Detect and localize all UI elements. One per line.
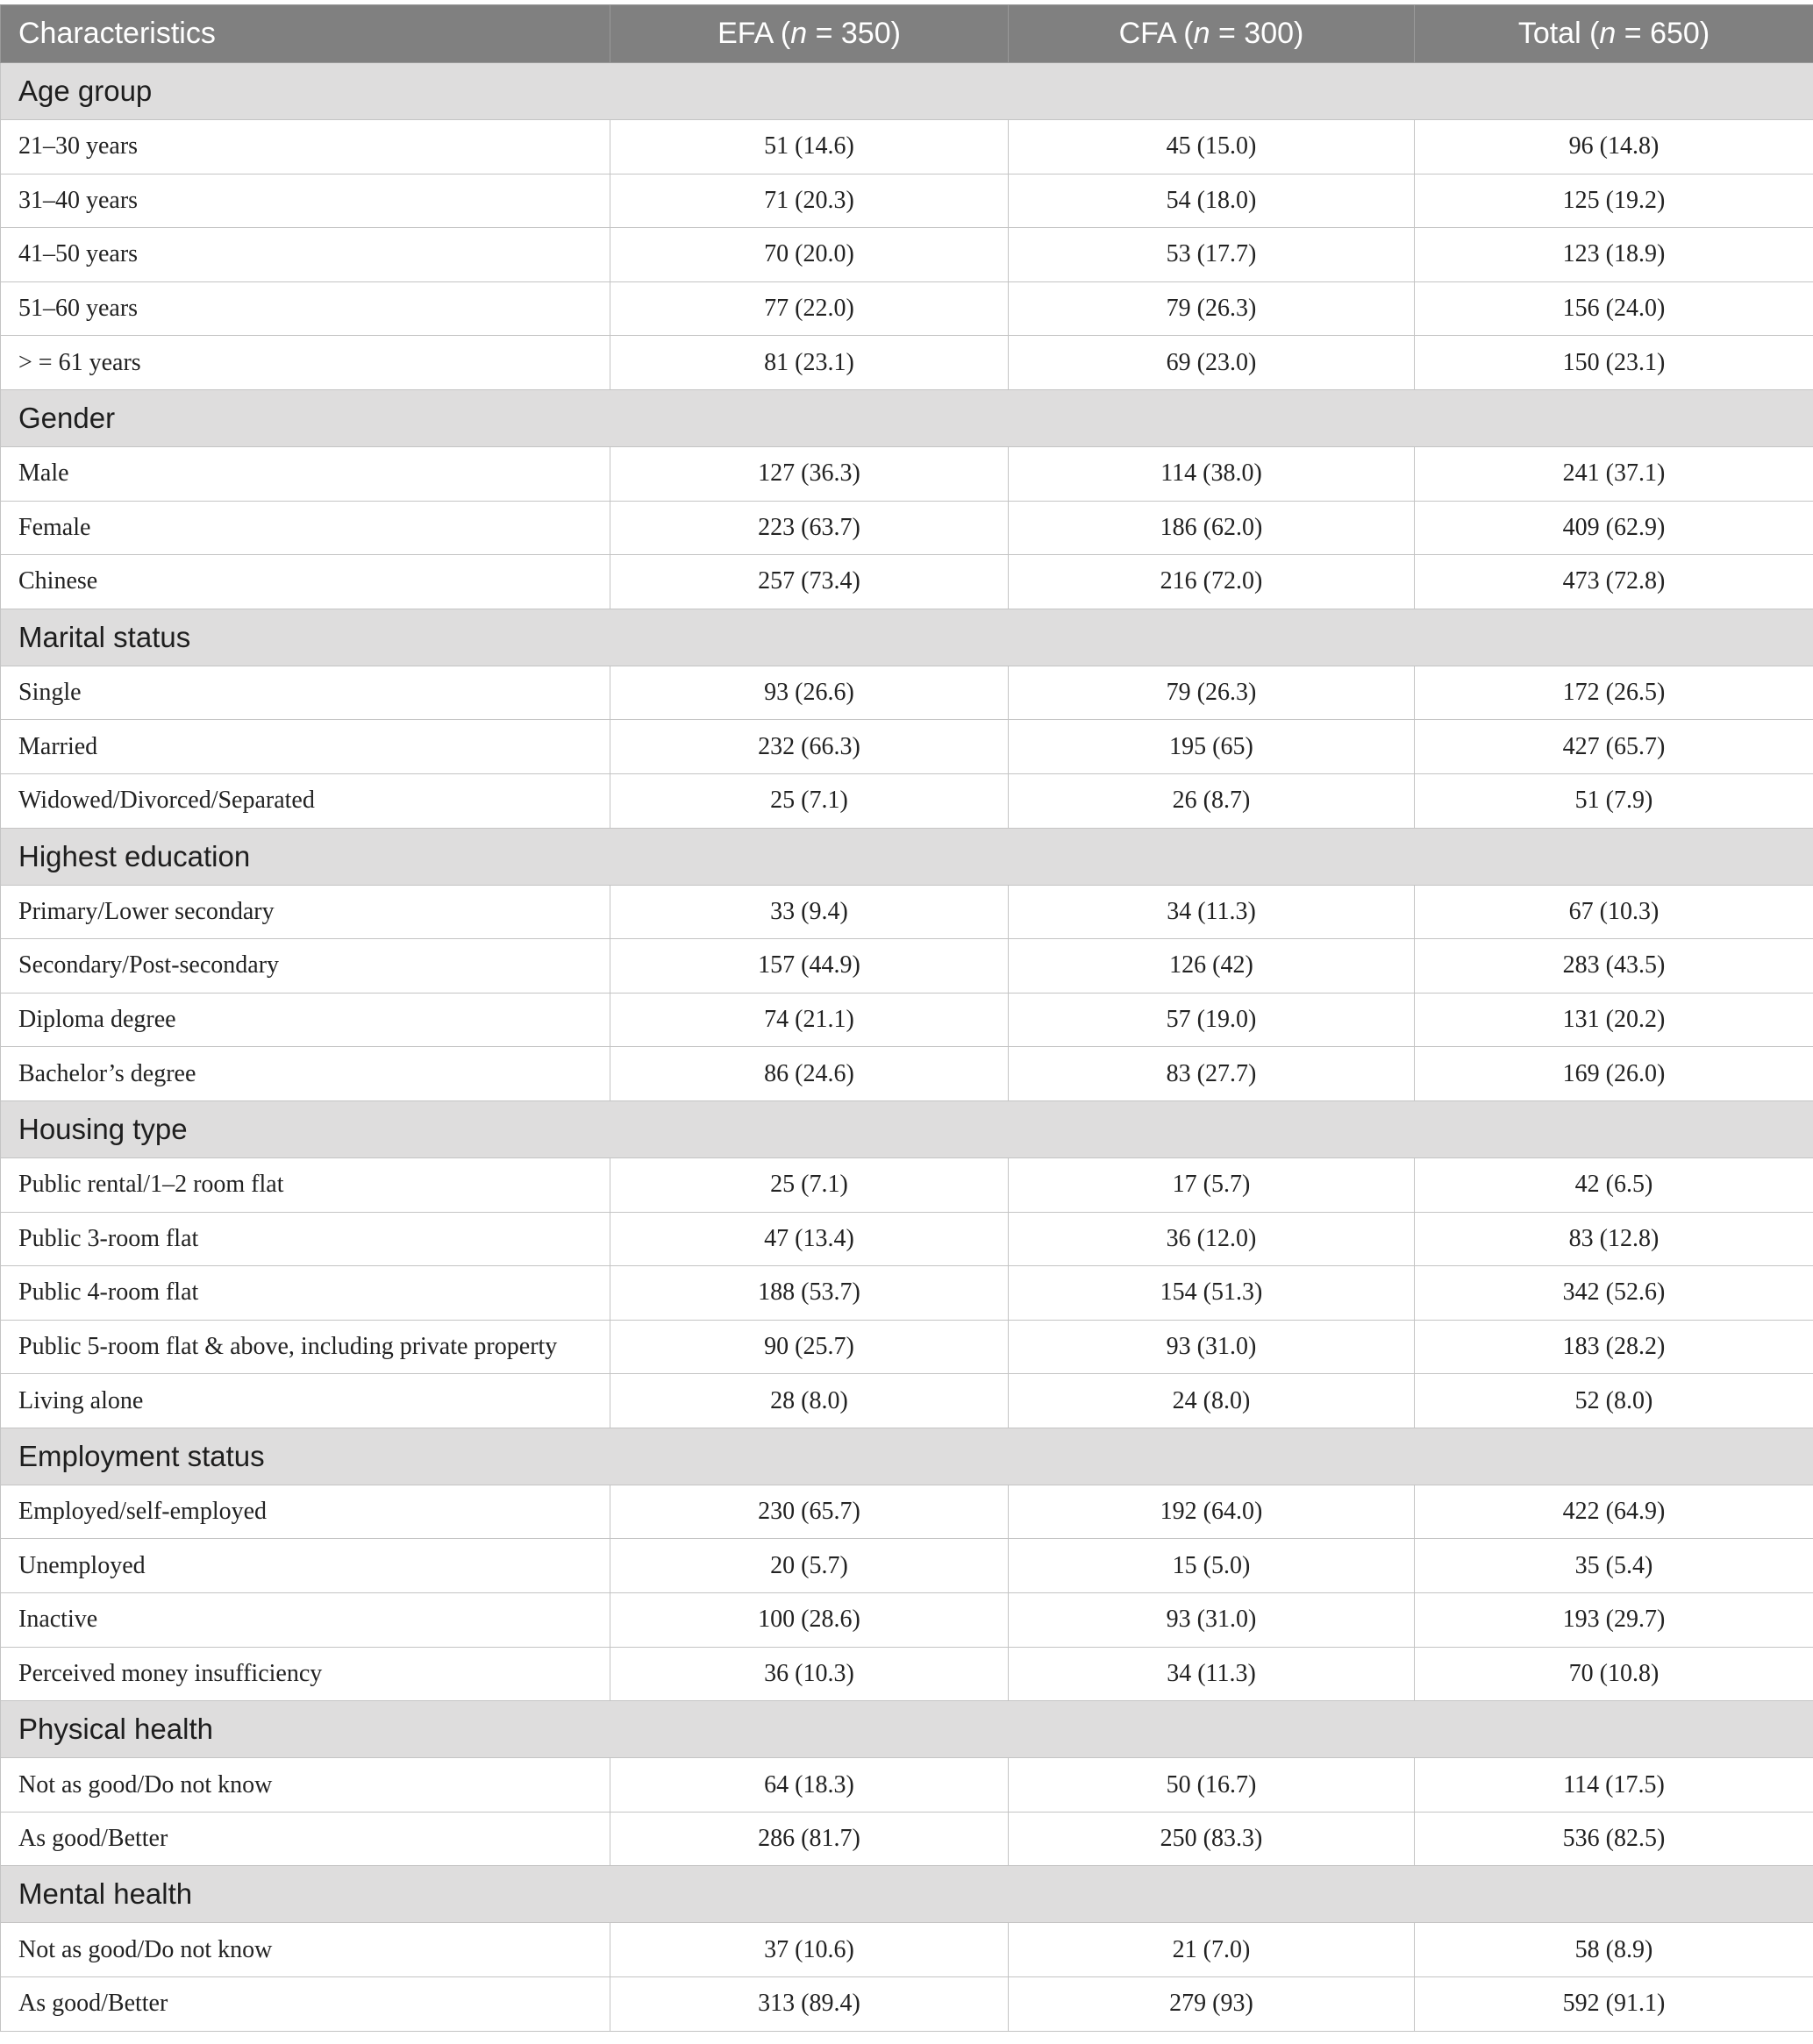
section-header-row — [1, 1100, 1813, 1157]
cfa-value: 79 (26.3) — [1009, 666, 1415, 720]
row-label: Widowed/Divorced/Separated — [1, 773, 610, 828]
total-value: 241 (37.1) — [1415, 446, 1813, 501]
section-title: Marital status — [1, 609, 1813, 666]
total-value: 172 (26.5) — [1415, 666, 1813, 720]
section-title: Highest education — [1, 828, 1813, 885]
total-value: 42 (6.5) — [1415, 1157, 1813, 1212]
total-value: 123 (18.9) — [1415, 228, 1813, 282]
efa-value: 100 (28.6) — [610, 1593, 1009, 1648]
section-header-row — [1, 1428, 1813, 1485]
total-value: 70 (10.8) — [1415, 1647, 1813, 1701]
table-header — [1, 5, 1813, 63]
total-value: 52 (8.0) — [1415, 1374, 1813, 1428]
total-value: 536 (82.5) — [1415, 1812, 1813, 1866]
header-efa-n: n — [790, 17, 808, 50]
cfa-value: 216 (72.0) — [1009, 555, 1415, 609]
row-label: Single — [1, 666, 610, 720]
cfa-value: 34 (11.3) — [1009, 1647, 1415, 1701]
section-header-row — [1, 389, 1813, 446]
row-label: Public rental/1–2 room flat — [1, 1157, 610, 1212]
efa-value: 20 (5.7) — [610, 1539, 1009, 1593]
characteristics-table — [0, 4, 1813, 2032]
total-value: 169 (26.0) — [1415, 1047, 1813, 1101]
table-row — [1, 1485, 1813, 1539]
section-header-row — [1, 63, 1813, 120]
row-label: > = 61 years — [1, 336, 610, 390]
efa-value: 86 (24.6) — [610, 1047, 1009, 1101]
efa-value: 47 (13.4) — [610, 1212, 1009, 1266]
total-value: 131 (20.2) — [1415, 993, 1813, 1047]
efa-value: 257 (73.4) — [610, 555, 1009, 609]
header-efa — [610, 5, 1009, 63]
total-value: 35 (5.4) — [1415, 1539, 1813, 1593]
table-row — [1, 1812, 1813, 1866]
cfa-value: 26 (8.7) — [1009, 773, 1415, 828]
efa-value: 36 (10.3) — [610, 1647, 1009, 1701]
table-row — [1, 1758, 1813, 1813]
total-value: 283 (43.5) — [1415, 939, 1813, 994]
cfa-value: 79 (26.3) — [1009, 281, 1415, 336]
header-efa-prefix: EFA ( — [717, 17, 791, 50]
table-row — [1, 555, 1813, 609]
total-value: 125 (19.2) — [1415, 174, 1813, 228]
table-row — [1, 336, 1813, 390]
cfa-value: 93 (31.0) — [1009, 1320, 1415, 1374]
header-total — [1415, 5, 1813, 63]
row-label: Public 3-room flat — [1, 1212, 610, 1266]
cfa-value: 50 (16.7) — [1009, 1758, 1415, 1813]
table-row — [1, 773, 1813, 828]
row-label: Perceived money insufficiency — [1, 1647, 610, 1701]
section-title: Employment status — [1, 1428, 1813, 1485]
total-value: 473 (72.8) — [1415, 555, 1813, 609]
row-label: 41–50 years — [1, 228, 610, 282]
efa-value: 70 (20.0) — [610, 228, 1009, 282]
total-value: 592 (91.1) — [1415, 1977, 1813, 2032]
table-row — [1, 281, 1813, 336]
table-row — [1, 501, 1813, 555]
row-label: Employed/self-employed — [1, 1485, 610, 1539]
table-row — [1, 174, 1813, 228]
table-row — [1, 1047, 1813, 1101]
cfa-value: 192 (64.0) — [1009, 1485, 1415, 1539]
efa-value: 77 (22.0) — [610, 281, 1009, 336]
row-label: Public 4-room flat — [1, 1266, 610, 1321]
header-total-n: n — [1599, 17, 1617, 50]
table-row — [1, 1266, 1813, 1321]
total-value: 114 (17.5) — [1415, 1758, 1813, 1813]
efa-value: 313 (89.4) — [610, 1977, 1009, 2032]
table-row — [1, 120, 1813, 174]
cfa-value: 54 (18.0) — [1009, 174, 1415, 228]
cfa-value: 34 (11.3) — [1009, 885, 1415, 939]
efa-value: 230 (65.7) — [610, 1485, 1009, 1539]
row-label: Diploma degree — [1, 993, 610, 1047]
section-title: Gender — [1, 389, 1813, 446]
table-row — [1, 1212, 1813, 1266]
total-value: 342 (52.6) — [1415, 1266, 1813, 1321]
row-label: 21–30 years — [1, 120, 610, 174]
cfa-value: 195 (65) — [1009, 720, 1415, 774]
header-cfa-suffix: = 300) — [1210, 17, 1304, 50]
section-header-row — [1, 828, 1813, 885]
row-label: Living alone — [1, 1374, 610, 1428]
header-characteristics: Characteristics — [1, 5, 610, 63]
efa-value: 188 (53.7) — [610, 1266, 1009, 1321]
header-cfa — [1009, 5, 1415, 63]
cfa-value: 36 (12.0) — [1009, 1212, 1415, 1266]
header-efa-suffix: = 350) — [807, 17, 901, 50]
table-row — [1, 1157, 1813, 1212]
row-label: Secondary/Post-secondary — [1, 939, 610, 994]
total-value: 183 (28.2) — [1415, 1320, 1813, 1374]
table-row — [1, 666, 1813, 720]
cfa-value: 250 (83.3) — [1009, 1812, 1415, 1866]
total-value: 150 (23.1) — [1415, 336, 1813, 390]
efa-value: 232 (66.3) — [610, 720, 1009, 774]
header-cfa-n: n — [1193, 17, 1210, 50]
cfa-value: 53 (17.7) — [1009, 228, 1415, 282]
efa-value: 157 (44.9) — [610, 939, 1009, 994]
efa-value: 90 (25.7) — [610, 1320, 1009, 1374]
table-body — [1, 63, 1813, 2032]
efa-value: 286 (81.7) — [610, 1812, 1009, 1866]
table-row — [1, 885, 1813, 939]
table-row — [1, 1320, 1813, 1374]
row-label: 51–60 years — [1, 281, 610, 336]
efa-value: 81 (23.1) — [610, 336, 1009, 390]
row-label: Bachelor’s degree — [1, 1047, 610, 1101]
total-value: 67 (10.3) — [1415, 885, 1813, 939]
total-value: 193 (29.7) — [1415, 1593, 1813, 1648]
section-header-row — [1, 609, 1813, 666]
cfa-value: 17 (5.7) — [1009, 1157, 1415, 1212]
cfa-value: 45 (15.0) — [1009, 120, 1415, 174]
efa-value: 51 (14.6) — [610, 120, 1009, 174]
efa-value: 127 (36.3) — [610, 446, 1009, 501]
table-row — [1, 939, 1813, 994]
table-row — [1, 1539, 1813, 1593]
characteristics-table-wrapper — [0, 4, 1813, 2032]
cfa-value: 24 (8.0) — [1009, 1374, 1415, 1428]
total-value: 427 (65.7) — [1415, 720, 1813, 774]
cfa-value: 21 (7.0) — [1009, 1923, 1415, 1977]
row-label: 31–40 years — [1, 174, 610, 228]
row-label: Married — [1, 720, 610, 774]
section-title: Physical health — [1, 1701, 1813, 1758]
efa-value: 25 (7.1) — [610, 1157, 1009, 1212]
row-label: As good/Better — [1, 1977, 610, 2032]
row-label: Inactive — [1, 1593, 610, 1648]
row-label: Chinese — [1, 555, 610, 609]
section-header-row — [1, 1866, 1813, 1923]
section-title: Age group — [1, 63, 1813, 120]
efa-value: 93 (26.6) — [610, 666, 1009, 720]
row-label: Male — [1, 446, 610, 501]
row-label: Female — [1, 501, 610, 555]
cfa-value: 114 (38.0) — [1009, 446, 1415, 501]
total-value: 51 (7.9) — [1415, 773, 1813, 828]
row-label: Not as good/Do not know — [1, 1758, 610, 1813]
cfa-value: 279 (93) — [1009, 1977, 1415, 2032]
efa-value: 37 (10.6) — [610, 1923, 1009, 1977]
table-row — [1, 446, 1813, 501]
row-label: Not as good/Do not know — [1, 1923, 610, 1977]
table-row — [1, 1647, 1813, 1701]
efa-value: 74 (21.1) — [610, 993, 1009, 1047]
table-row — [1, 228, 1813, 282]
row-label: Primary/Lower secondary — [1, 885, 610, 939]
total-value: 156 (24.0) — [1415, 281, 1813, 336]
section-header-row — [1, 1701, 1813, 1758]
table-row — [1, 1923, 1813, 1977]
cfa-value: 154 (51.3) — [1009, 1266, 1415, 1321]
table-row — [1, 1593, 1813, 1648]
table-row — [1, 720, 1813, 774]
efa-value: 71 (20.3) — [610, 174, 1009, 228]
cfa-value: 186 (62.0) — [1009, 501, 1415, 555]
header-total-suffix: = 650) — [1616, 17, 1710, 50]
row-label: Unemployed — [1, 1539, 610, 1593]
table-row — [1, 1977, 1813, 2032]
total-value: 58 (8.9) — [1415, 1923, 1813, 1977]
table-row — [1, 993, 1813, 1047]
total-value: 409 (62.9) — [1415, 501, 1813, 555]
header-cfa-prefix: CFA ( — [1118, 17, 1194, 50]
cfa-value: 57 (19.0) — [1009, 993, 1415, 1047]
cfa-value: 69 (23.0) — [1009, 336, 1415, 390]
efa-value: 25 (7.1) — [610, 773, 1009, 828]
cfa-value: 83 (27.7) — [1009, 1047, 1415, 1101]
section-title: Housing type — [1, 1100, 1813, 1157]
cfa-value: 93 (31.0) — [1009, 1593, 1415, 1648]
header-total-prefix: Total ( — [1517, 17, 1600, 50]
total-value: 96 (14.8) — [1415, 120, 1813, 174]
efa-value: 33 (9.4) — [610, 885, 1009, 939]
total-value: 422 (64.9) — [1415, 1485, 1813, 1539]
efa-value: 223 (63.7) — [610, 501, 1009, 555]
row-label: Public 5-room flat & above, including private property — [1, 1320, 610, 1374]
efa-value: 64 (18.3) — [610, 1758, 1009, 1813]
cfa-value: 126 (42) — [1009, 939, 1415, 994]
total-value: 83 (12.8) — [1415, 1212, 1813, 1266]
header-row — [1, 5, 1813, 63]
efa-value: 28 (8.0) — [610, 1374, 1009, 1428]
row-label: As good/Better — [1, 1812, 610, 1866]
table-row — [1, 1374, 1813, 1428]
section-title: Mental health — [1, 1866, 1813, 1923]
cfa-value: 15 (5.0) — [1009, 1539, 1415, 1593]
